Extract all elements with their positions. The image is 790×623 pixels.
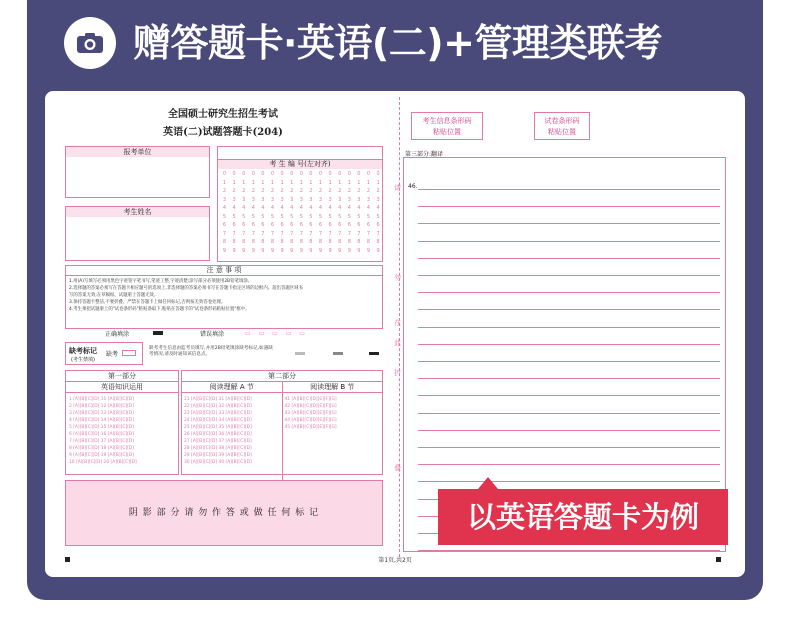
digit-bubble[interactable]: 7 — [222, 230, 227, 237]
writing-line — [418, 206, 720, 207]
digit-bubble[interactable]: 3 — [261, 196, 265, 203]
digit-bubble[interactable]: 3 — [357, 196, 361, 203]
digit-bubble[interactable]: 9 — [299, 247, 303, 254]
answer-row[interactable]: 22 [A][B][C][D] 32 [A][B][C][D] — [184, 404, 252, 409]
writing-line — [418, 447, 720, 448]
digit-bubble[interactable]: 8 — [366, 239, 371, 245]
answer-row[interactable]: 8 [A][B][C][D] 18 [A][B][C][D] — [69, 446, 134, 451]
answer-row[interactable]: 7 [A][B][C][D] 17 [A][B][C][D] — [69, 439, 134, 444]
digit-bubble[interactable]: 3 — [290, 196, 294, 203]
absent-box — [65, 342, 143, 365]
digit-bubble[interactable]: 7 — [357, 230, 361, 237]
digit-bubble[interactable]: 7 — [270, 230, 275, 237]
digit-bubble[interactable]: 6 — [261, 222, 265, 228]
answer-row[interactable]: 10 [A][B][C][D] 20 [A][B][C][D] — [69, 460, 137, 465]
writing-line — [418, 413, 720, 414]
digit-bubble[interactable]: 5 — [270, 213, 275, 220]
digit-bubble[interactable]: 8 — [251, 239, 255, 245]
digit-bubble[interactable]: 5 — [357, 213, 361, 220]
digit-bubble[interactable]: 4 — [376, 205, 380, 211]
unit-label: 报考单位 — [66, 147, 209, 157]
digit-bubble[interactable]: 3 — [270, 196, 275, 203]
digit-bubble[interactable]: 1 — [366, 179, 371, 186]
digit-bubble[interactable]: 8 — [299, 239, 303, 245]
answer-row[interactable]: 41 [A][B][C][D][E][F][G] — [284, 397, 337, 402]
digit-bubble[interactable]: 8 — [242, 239, 246, 245]
digit-bubble[interactable]: 1 — [328, 179, 332, 186]
answer-row[interactable]: 27 [A][B][C][D] 37 [A][B][C][D] — [184, 439, 252, 444]
part1-box — [65, 370, 179, 475]
paper-barcode-box — [534, 112, 590, 140]
digit-bubble[interactable]: 4 — [222, 205, 227, 211]
digit-bubble[interactable]: 7 — [261, 230, 265, 237]
digit-bubble[interactable]: 9 — [251, 247, 255, 254]
shaded-note: 阴 影 部 分 请 勿 作 答 或 做 任 何 标 记 — [128, 508, 320, 518]
side-char: 折 — [394, 369, 401, 377]
exam-subtitle: 英语(二)试题答题卡(204) — [163, 127, 283, 138]
digit-bubble[interactable]: 7 — [290, 230, 294, 237]
answer-row[interactable]: 28 [A][B][C][D] 38 [A][B][C][D] — [184, 446, 252, 451]
digit-bubble[interactable]: 9 — [328, 247, 332, 254]
digit-bubble[interactable]: 1 — [290, 179, 294, 186]
digit-bubble[interactable]: 9 — [270, 247, 275, 254]
writing-line — [418, 395, 720, 396]
answer-row[interactable]: 42 [A][B][C][D][E][F][G] — [284, 404, 337, 409]
digit-bubble[interactable]: 1 — [222, 179, 227, 186]
digit-bubble[interactable]: 8 — [261, 239, 265, 245]
digit-bubble[interactable]: 3 — [338, 196, 342, 203]
student-barcode-label: 考生信息条形码 — [422, 117, 472, 125]
digit-bubble[interactable]: 6 — [242, 222, 246, 228]
timing-mark — [295, 352, 305, 355]
answer-row[interactable]: 45 [A][B][C][D][E][F][G] — [284, 425, 337, 430]
digit-bubble[interactable]: 6 — [328, 222, 332, 228]
answer-row[interactable]: 29 [A][B][C][D] 39 [A][B][C][D] — [184, 453, 252, 458]
digit-bubble[interactable]: 1 — [261, 179, 265, 186]
unit-box — [65, 146, 210, 198]
digit-bubble[interactable]: 9 — [280, 247, 284, 254]
digit-bubble[interactable]: 6 — [366, 222, 371, 228]
digit-bubble[interactable]: 2 — [280, 188, 284, 194]
digit-bubble[interactable]: 1 — [299, 179, 303, 186]
digit-bubble[interactable]: 5 — [328, 213, 332, 220]
part1-title: 第一部分 — [66, 371, 178, 382]
digit-bubble[interactable]: 7 — [299, 230, 303, 237]
digit-bubble[interactable]: 7 — [366, 230, 371, 237]
digit-bubble[interactable]: 3 — [328, 196, 332, 203]
digit-bubble[interactable]: 4 — [357, 205, 361, 211]
digit-bubble[interactable]: 9 — [309, 247, 313, 254]
digit-bubble[interactable]: 9 — [261, 247, 265, 254]
timing-mark — [333, 352, 343, 355]
answer-row[interactable]: 30 [A][B][C][D] 40 [A][B][C][D] — [184, 460, 252, 465]
side-char: 此 — [394, 339, 401, 347]
digit-bubble[interactable]: 1 — [232, 179, 236, 186]
answer-row[interactable]: 9 [A][B][C][D] 19 [A][B][C][D] — [69, 453, 134, 458]
digit-bubble[interactable]: 2 — [347, 188, 351, 194]
camera-icon — [64, 17, 116, 69]
side-char: 勿 — [394, 274, 401, 282]
digit-bubble[interactable]: 5 — [376, 213, 380, 220]
paper-barcode-label: 试卷条形码 — [544, 117, 580, 125]
digit-bubble[interactable]: 3 — [299, 196, 303, 203]
note-line: 4.考生须把试题册上的"试卷条形码"粘贴条取下,粘贴在答题卡的"试卷条形码粘贴位置"框中。 — [69, 307, 250, 312]
writing-line — [418, 189, 720, 190]
digit-bubble[interactable]: 8 — [318, 239, 323, 245]
digit-bubble[interactable]: 1 — [376, 179, 380, 186]
digit-bubble[interactable]: 5 — [299, 213, 303, 220]
digit-bubble[interactable]: 0 — [318, 171, 323, 177]
digit-bubble[interactable]: 7 — [376, 230, 380, 237]
note-line: 写的答案无效;在草稿纸、试题册上答题无效。 — [69, 293, 159, 298]
digit-bubble[interactable]: 9 — [338, 247, 342, 254]
answer-row[interactable]: 21 [A][B][C][D] 31 [A][B][C][D] — [184, 397, 252, 402]
writing-line — [418, 378, 720, 379]
answer-row[interactable]: 26 [A][B][C][D] 36 [A][B][C][D] — [184, 432, 252, 437]
part2-box — [181, 370, 383, 475]
writing-line — [418, 309, 720, 310]
digit-bubble[interactable]: 4 — [338, 205, 342, 211]
digit-bubble[interactable]: 2 — [232, 188, 236, 194]
digit-bubble[interactable]: 6 — [222, 222, 227, 228]
digit-bubble[interactable]: 0 — [376, 171, 380, 177]
digit-bubble[interactable]: 3 — [280, 196, 284, 203]
correct-fill-sample — [153, 331, 163, 335]
wrong-fill-label: 错误填涂 — [200, 331, 225, 338]
digit-bubble[interactable]: 9 — [357, 247, 361, 254]
digit-bubble[interactable]: 0 — [261, 171, 265, 177]
digit-bubble[interactable]: 5 — [290, 213, 294, 220]
answer-row[interactable]: 43 [A][B][C][D][E][F][G] — [284, 411, 337, 416]
digit-bubble[interactable]: 4 — [318, 205, 323, 211]
part2-title: 第二部分 — [182, 371, 382, 382]
digit-bubble[interactable]: 5 — [318, 213, 323, 220]
writing-line — [418, 481, 720, 482]
digit-bubble[interactable]: 8 — [357, 239, 361, 245]
digit-bubble[interactable]: 3 — [251, 196, 255, 203]
digit-bubble[interactable]: 1 — [309, 179, 313, 186]
digit-bubble[interactable]: 6 — [299, 222, 303, 228]
example-caption: 以英语答题卡为例 — [438, 489, 728, 545]
digit-bubble[interactable]: 2 — [309, 188, 313, 194]
digit-bubble[interactable]: 7 — [347, 230, 351, 237]
digit-bubble[interactable]: 4 — [280, 205, 284, 211]
digit-bubble[interactable]: 6 — [376, 222, 380, 228]
digit-bubble[interactable]: 0 — [328, 171, 332, 177]
digit-bubble[interactable]: 5 — [347, 213, 351, 220]
digit-bubble[interactable]: 0 — [347, 171, 351, 177]
digit-bubble[interactable]: 4 — [290, 205, 294, 211]
digit-bubble[interactable]: 9 — [366, 247, 371, 254]
side-char: 请 — [394, 184, 401, 192]
absent-label: 缺考标记 — [69, 347, 97, 355]
digit-bubble[interactable]: 9 — [318, 247, 323, 254]
digit-bubble[interactable]: 0 — [290, 171, 294, 177]
shaded-area — [65, 480, 383, 546]
digit-bubble[interactable]: 6 — [357, 222, 361, 228]
digit-bubble[interactable]: 1 — [280, 179, 284, 186]
part2a-title: 阅读理解 A 节 — [182, 382, 283, 392]
digit-bubble[interactable]: 2 — [338, 188, 342, 194]
paper-barcode-sub: 粘贴位置 — [548, 128, 576, 136]
digit-bubble[interactable]: 2 — [366, 188, 371, 194]
name-label: 考生姓名 — [66, 207, 209, 217]
digit-bubble[interactable]: 1 — [251, 179, 255, 186]
digit-bubble[interactable]: 4 — [251, 205, 255, 211]
digit-bubble[interactable]: 4 — [232, 205, 236, 211]
digit-bubble[interactable]: 7 — [338, 230, 342, 237]
digit-bubble[interactable]: 8 — [309, 239, 313, 245]
digit-bubble[interactable]: 5 — [251, 213, 255, 220]
page-footer: 第1页,共2页 — [378, 557, 412, 564]
digit-bubble[interactable]: 6 — [280, 222, 284, 228]
digit-bubble[interactable]: 4 — [366, 205, 371, 211]
side-char: 叠 — [394, 464, 401, 472]
absent-note: 缺考考生信息由监考员填写,并用2B铅笔填涂缺考标记,如遇缺考情况,请及时通知该信息点。 — [149, 346, 273, 357]
digit-bubble[interactable]: 9 — [290, 247, 294, 254]
name-box — [65, 206, 210, 261]
digit-bubble[interactable]: 8 — [376, 239, 380, 245]
banner-title: 赠答题卡·英语(二)+管理类联考 — [133, 21, 663, 65]
digit-bubble[interactable]: 5 — [309, 213, 313, 220]
digit-bubble[interactable]: 2 — [251, 188, 255, 194]
digit-bubble[interactable]: 6 — [290, 222, 294, 228]
digit-bubble[interactable]: 7 — [280, 230, 284, 237]
part2b-title: 阅读理解 B 节 — [310, 383, 355, 391]
student-barcode-sub: 粘贴位置 — [433, 128, 461, 136]
digit-bubble[interactable]: 7 — [328, 230, 332, 237]
digit-bubble[interactable]: 5 — [222, 213, 227, 220]
digit-bubble[interactable]: 4 — [242, 205, 246, 211]
digit-bubble[interactable]: 6 — [251, 222, 255, 228]
writing-line — [418, 223, 720, 224]
digit-bubble[interactable]: 5 — [242, 213, 246, 220]
digit-bubble[interactable]: 3 — [309, 196, 313, 203]
digit-bubble[interactable]: 8 — [338, 239, 342, 245]
absent-sub: (考生禁填) — [71, 357, 95, 363]
digit-bubble[interactable]: 0 — [366, 171, 371, 177]
digit-bubble[interactable]: 6 — [338, 222, 342, 228]
digit-bubble[interactable]: 4 — [347, 205, 351, 211]
writing-line — [418, 292, 720, 293]
writing-line — [418, 258, 720, 259]
writing-line — [418, 241, 720, 242]
digit-bubble[interactable]: 3 — [222, 196, 227, 203]
writing-line — [418, 430, 720, 431]
question-46-label: 46. — [408, 183, 418, 190]
digit-bubble[interactable]: 7 — [318, 230, 323, 237]
digit-bubble[interactable]: 1 — [242, 179, 246, 186]
digit-bubble[interactable]: 1 — [338, 179, 342, 186]
digit-bubble[interactable]: 6 — [270, 222, 275, 228]
digit-bubble[interactable]: 1 — [357, 179, 361, 186]
answer-row[interactable]: 6 [A][B][C][D] 16 [A][B][C][D] — [69, 432, 134, 437]
digit-bubble[interactable]: 0 — [309, 171, 313, 177]
notes-title: 注 意 事 项 — [66, 266, 382, 276]
digit-bubble[interactable]: 0 — [232, 171, 236, 177]
writing-line — [418, 327, 720, 328]
digit-bubble[interactable]: 5 — [261, 213, 265, 220]
digit-bubble[interactable]: 9 — [347, 247, 351, 254]
digit-bubble[interactable]: 2 — [222, 188, 227, 194]
absent-mark: 缺考 — [106, 351, 119, 358]
note-line: 2.选择题的答案必须写在答题卡相应题号的选项上,非选择题的答案必须书写在答题卡指定区域的边框内。超出答题区域书 — [69, 286, 303, 291]
digit-bubble[interactable]: 8 — [270, 239, 275, 245]
digit-bubble[interactable]: 0 — [242, 171, 246, 177]
digit-bubble[interactable]: 4 — [309, 205, 313, 211]
digit-bubble[interactable]: 0 — [222, 171, 227, 177]
digit-bubble[interactable]: 6 — [318, 222, 323, 228]
timing-mark — [369, 352, 379, 355]
answer-row[interactable]: 1 [A][B][C][D] 11 [A][B][C][D] — [69, 397, 134, 402]
digit-bubble[interactable]: 7 — [309, 230, 313, 237]
answer-row[interactable]: 5 [A][B][C][D] 15 [A][B][C][D] — [69, 425, 134, 430]
digit-bubble[interactable]: 2 — [261, 188, 265, 194]
digit-bubble[interactable]: 5 — [338, 213, 342, 220]
digit-bubble[interactable]: 7 — [242, 230, 246, 237]
digit-bubble[interactable]: 2 — [318, 188, 323, 194]
digit-bubble[interactable]: 8 — [222, 239, 227, 245]
correct-fill-label: 正确填涂 — [105, 331, 130, 338]
answer-row[interactable]: 24 [A][B][C][D] 34 [A][B][C][D] — [184, 418, 252, 423]
digit-bubble[interactable]: 1 — [318, 179, 323, 186]
digit-bubble[interactable]: 9 — [222, 247, 227, 254]
digit-bubble[interactable]: 5 — [280, 213, 284, 220]
digit-bubble[interactable]: 0 — [357, 171, 361, 177]
digit-bubble[interactable]: 4 — [270, 205, 275, 211]
digit-bubble[interactable]: 8 — [290, 239, 294, 245]
digit-bubble[interactable]: 1 — [270, 179, 275, 186]
digit-bubble[interactable]: 0 — [280, 171, 284, 177]
answer-row[interactable]: 25 [A][B][C][D] 35 [A][B][C][D] — [184, 425, 252, 430]
digit-bubble[interactable]: 2 — [290, 188, 294, 194]
digit-bubble[interactable]: 8 — [347, 239, 351, 245]
digit-bubble[interactable]: 9 — [376, 247, 380, 254]
digit-bubble[interactable]: 6 — [309, 222, 313, 228]
digit-bubble[interactable]: 3 — [232, 196, 236, 203]
student-number-grid[interactable] — [218, 169, 382, 259]
exam-title: 全国硕士研究生招生考试 — [168, 109, 278, 120]
digit-bubble[interactable]: 5 — [366, 213, 371, 220]
student-number-label: 考 生 编 号(左对齐) — [218, 160, 382, 169]
absent-checkbox[interactable] — [122, 350, 136, 356]
digit-bubble[interactable]: 6 — [232, 222, 236, 228]
digit-bubble[interactable]: 6 — [347, 222, 351, 228]
digit-bubble[interactable]: 2 — [270, 188, 275, 194]
side-char: 在 — [394, 319, 401, 327]
digit-bubble[interactable]: 7 — [232, 230, 236, 237]
digit-bubble[interactable]: 2 — [357, 188, 361, 194]
writing-line — [418, 275, 720, 276]
answer-row[interactable]: 4 [A][B][C][D] 14 [A][B][C][D] — [69, 418, 134, 423]
digit-bubble[interactable]: 2 — [328, 188, 332, 194]
note-line: 1.用(A)写填写必须用黑色字迹签字笔书写,笔迹工整,字迹清楚;涂写部分必须使用2B铅笔填涂。 — [69, 279, 253, 284]
digit-bubble[interactable]: 0 — [251, 171, 255, 177]
wrong-fill-samples: ▭ ▭ ▭ ▭ ▭ — [245, 330, 308, 337]
digit-bubble[interactable]: 9 — [242, 247, 246, 254]
writing-line — [418, 550, 720, 551]
digit-bubble[interactable]: 3 — [347, 196, 351, 203]
digit-bubble[interactable]: 3 — [318, 196, 323, 203]
digit-bubble[interactable]: 2 — [376, 188, 380, 194]
writing-line — [418, 344, 720, 345]
digit-bubble[interactable]: 1 — [347, 179, 351, 186]
digit-bubble[interactable]: 8 — [328, 239, 332, 245]
digit-bubble[interactable]: 0 — [299, 171, 303, 177]
digit-bubble[interactable]: 2 — [242, 188, 246, 194]
digit-bubble[interactable]: 9 — [232, 247, 236, 254]
answer-row[interactable]: 2 [A][B][C][D] 12 [A][B][C][D] — [69, 404, 134, 409]
writing-line — [418, 361, 720, 362]
digit-bubble[interactable]: 3 — [242, 196, 246, 203]
note-line: 3.保持答题卡整洁,不要折叠、严禁在答题卡上做任何标记,否则按无效答卷处理。 — [69, 300, 226, 305]
writing-line — [418, 464, 720, 465]
digit-bubble[interactable]: 4 — [328, 205, 332, 211]
answer-row[interactable]: 44 [A][B][C][D][E][F][G] — [284, 418, 337, 423]
part1-subtitle: 英语知识运用 — [66, 382, 178, 393]
answer-row[interactable]: 3 [A][B][C][D] 13 [A][B][C][D] — [69, 411, 134, 416]
digit-bubble[interactable]: 2 — [299, 188, 303, 194]
part3-label: 第三部分:翻译 — [405, 151, 444, 158]
notes-box — [65, 265, 383, 329]
student-barcode-box — [411, 112, 483, 140]
digit-bubble[interactable]: 7 — [251, 230, 255, 237]
digit-bubble[interactable]: 8 — [280, 239, 284, 245]
student-number-box — [217, 146, 383, 262]
digit-bubble[interactable]: 0 — [338, 171, 342, 177]
digit-bubble[interactable]: 8 — [232, 239, 236, 245]
answer-row[interactable]: 23 [A][B][C][D] 33 [A][B][C][D] — [184, 411, 252, 416]
digit-bubble[interactable]: 4 — [299, 205, 303, 211]
digit-bubble[interactable]: 3 — [366, 196, 371, 203]
digit-bubble[interactable]: 3 — [376, 196, 380, 203]
digit-bubble[interactable]: 0 — [270, 171, 275, 177]
digit-bubble[interactable]: 4 — [261, 205, 265, 211]
digit-bubble[interactable]: 5 — [232, 213, 236, 220]
